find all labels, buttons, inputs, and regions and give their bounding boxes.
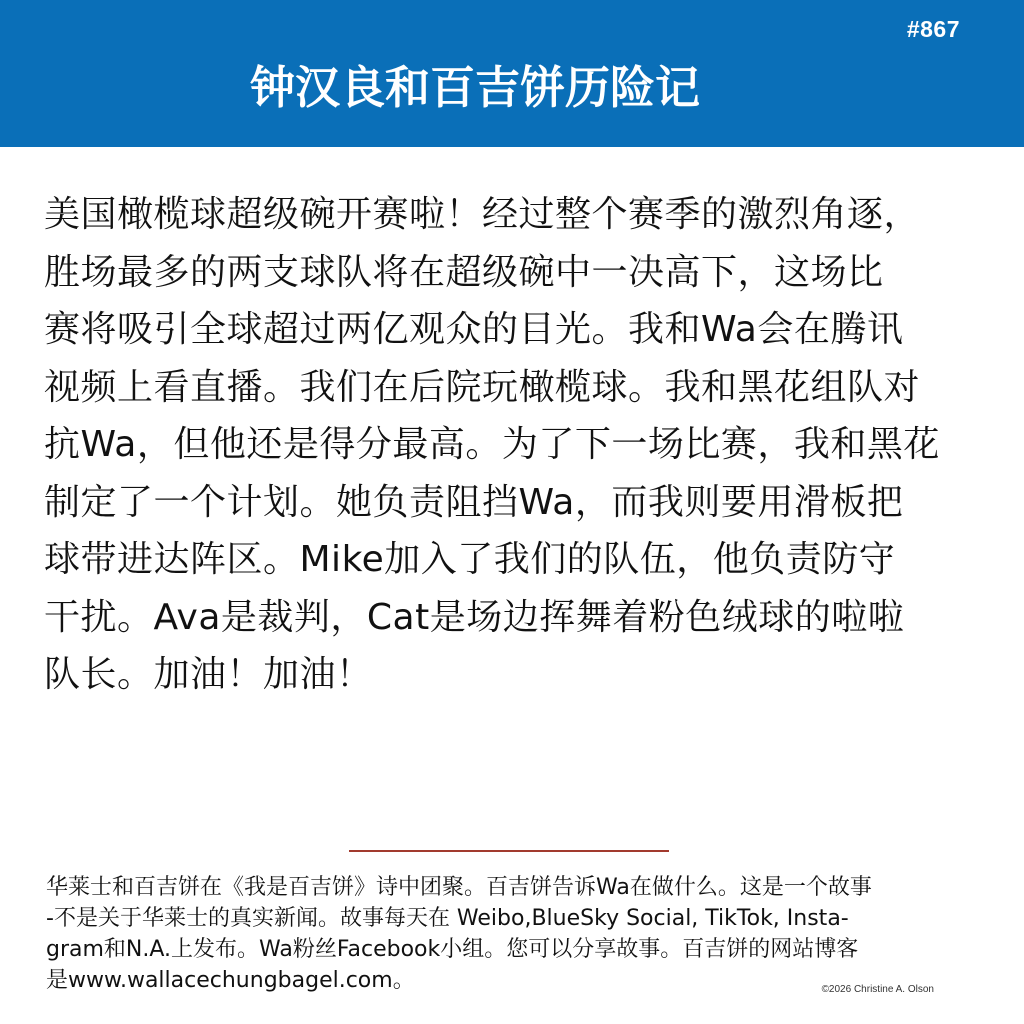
footer-line: gram和N.A.上发布。Wa粉丝Facebook小组。您可以分享故事。百吉饼的网站博客 [46, 937, 859, 962]
story-body [44, 186, 984, 704]
story-line: 美国橄榄球超级碗开赛啦！经过整个赛季的激烈角逐， [44, 194, 921, 235]
footer-line: 华莱士和百吉饼在《我是百吉饼》诗中团聚。百吉饼告诉Wa在做什么。这是一个故事 [46, 875, 872, 900]
footer-note [46, 872, 986, 996]
story-line: 视频上看直播。我们在后院玩橄榄球。我和黑花组队对 [44, 366, 921, 408]
footer-line: -不是关于华莱士的真实新闻。故事每天在 Weibo,BlueSky Social, TikTok, Insta- [46, 906, 849, 931]
title-banner [0, 0, 1024, 147]
story-line: 队长。加油！加油！ [44, 654, 373, 695]
footer-line: 是www.wallacechungbagel.com。 [46, 968, 415, 993]
story-line: 制定了一个计划。她负责阻挡Wa，而我则要用滑板把 [44, 481, 904, 523]
section-divider [349, 850, 669, 852]
story-line: 球带进达阵区。Mike加入了我们的队伍，他负责防守 [44, 539, 896, 580]
story-line: 胜场最多的两支球队将在超级碗中一决高下，这场比 [44, 251, 884, 293]
copyright-notice: ©2026 Christine A. Olson [821, 984, 934, 995]
story-line: 抗Wa，但他还是得分最高。为了下一场比赛，我和黑花 [44, 424, 940, 465]
story-line: 赛将吸引全球超过两亿观众的目光。我和Wa会在腾讯 [44, 309, 904, 350]
issue-number: #867 [906, 16, 960, 42]
page-title: 钟汉良和百吉饼历险记 [249, 61, 700, 114]
story-line: 干扰。Ava是裁判，Cat是场边挥舞着粉色绒球的啦啦 [44, 596, 905, 638]
